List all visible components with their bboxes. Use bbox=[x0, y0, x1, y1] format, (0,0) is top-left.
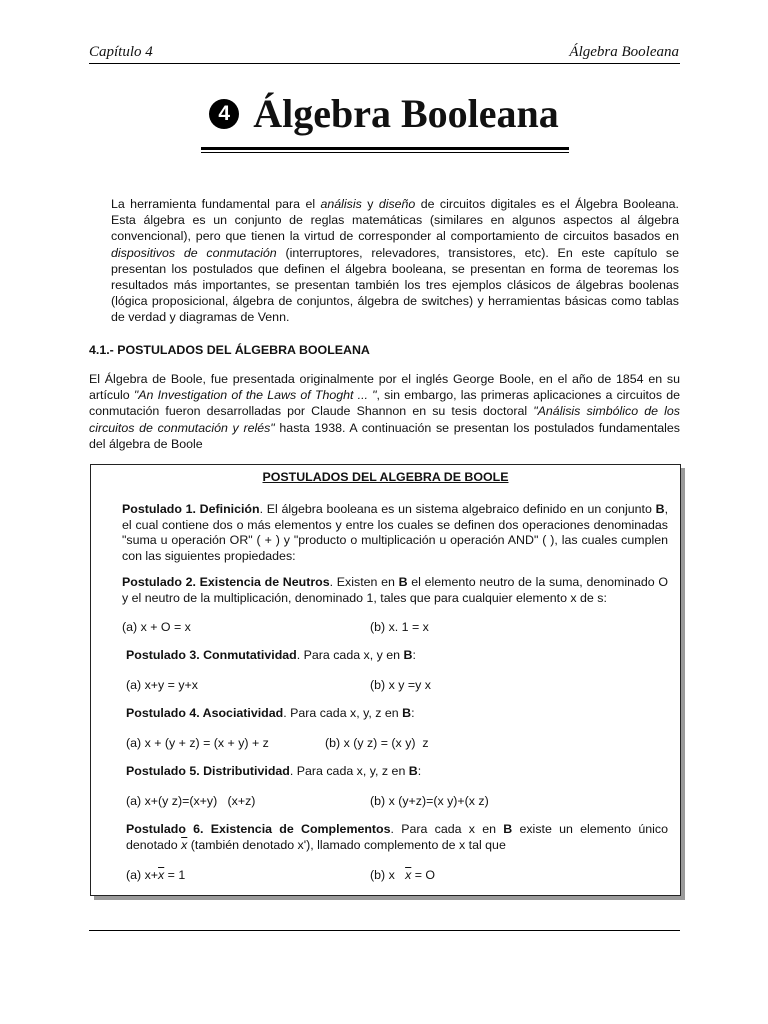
chapter-title bbox=[0, 90, 768, 138]
postulate-3-eq-b: (b) x y =y x bbox=[370, 678, 431, 692]
postulate-6-eq-a: (a) $x+\overline{x} = 1$ bbox=[126, 868, 186, 882]
postulate-1: Postulado 1. Definición. El álgebra booleana es un sistema algebraico definido en un conjunto B, el cual contiene dos o más elementos y entre los cuales se definen dos operaciones denominadas "suma u operación OR" ( + ) y "producto o multiplicación u operación AND" ( ), las cuales cumplen con las siguientes propiedades: bbox=[122, 502, 669, 563]
section-paragraph: El Álgebra de Boole, fue presentada originalmente por el inglés George Boole, en el año de 1854 en su artículo "An Investigation of the Laws of Thoght ... ", sin embargo, las primeras aplicaciones a circuitos de conmutación fueron desarrolladas por Claude Shannon en su tesis doctoral "Análisis simbólico de los circuitos de conmutación y relés" hasta 1938. A continuación se presentan los postulados fundamentales del álgebra de Boole bbox=[89, 372, 681, 451]
title-underline-thin bbox=[201, 152, 569, 153]
postulate-4-eq-b: (b) x (y z) = (x y) z bbox=[325, 736, 429, 750]
chapter-title-text: Álgebra Booleana bbox=[253, 91, 559, 136]
intro-paragraph: La herramienta fundamental para el análisis y diseño de circuitos digitales es el Álgebra Booleana. Esta álgebra es un conjunto de reglas matemáticas (similares en algunos aspectos al álgebra convencional), pero que tienen la virtud de corresponder al comportamiento de circuitos basados en dispositivos de conmutación (interruptores, relevadores, transistores, etc). En este capítulo se presentan los postulados que definen el álgebra booleana, se presentan en forma de teoremas los resultados más importantes, se presentan también los tres ejemplos clásicos de álgebras boolenas (lógica proposicional, álgebra de conjuntos, álgebra de switches) y herramientas básicas como tablas de verdad y diagramas de Venn. bbox=[111, 197, 680, 325]
postulate-5: Postulado 5. Distributividad. Para cada x, y, z en B: bbox=[126, 764, 422, 778]
title-underline-thick bbox=[201, 147, 569, 150]
postulate-2-eq-a: (a) x + O = x bbox=[122, 620, 191, 634]
postulate-4: Postulado 4. Asociatividad. Para cada x, y, z en B: bbox=[126, 706, 415, 720]
postulate-2-eq-b: (b) x. 1 = x bbox=[370, 620, 429, 634]
x-complement-symbol: $\overline{x}$ bbox=[181, 837, 188, 852]
postulate-6: Postulado 6. Existencia de Complementos. Para cada x en B existe un elemento único denotado $\overline{x}$ (también denotado x'), llamado complemento de x tal que bbox=[126, 822, 668, 852]
header-title: Álgebra Booleana bbox=[569, 44, 679, 60]
postulate-6-eq-b: (b) x $\overline{x} = O$ bbox=[370, 868, 436, 882]
postulates-box-title: POSTULADOS DEL ALGEBRA DE BOOLE bbox=[262, 470, 509, 484]
postulate-2: Postulado 2. Existencia de Neutros. Existen en B el elemento neutro de la suma, denominado O y el neutro de la multiplicación, denominado 1, tales que para cualquier elemento x de s: bbox=[122, 575, 668, 605]
postulate-5-eq-b: (b) x (y+z)=(x y)+(x z) bbox=[370, 794, 489, 808]
footer-rule bbox=[89, 930, 680, 931]
section-heading: 4.1.- POSTULADOS DEL ÁLGEBRA BOOLEANA bbox=[89, 343, 370, 357]
header-chapter: Capítulo 4 bbox=[89, 44, 153, 60]
header-rule bbox=[89, 63, 680, 64]
postulate-3: Postulado 3. Conmutatividad. Para cada x, y en B: bbox=[126, 648, 416, 662]
postulate-5-eq-a: (a) x+(y z)=(x+y) (x+z) bbox=[126, 794, 256, 808]
postulate-3-eq-a: (a) x+y = y+x bbox=[126, 678, 198, 692]
chapter-number-badge: 4 bbox=[209, 99, 239, 129]
postulate-4-eq-a: (a) x + (y + z) = (x + y) + z bbox=[126, 736, 269, 750]
